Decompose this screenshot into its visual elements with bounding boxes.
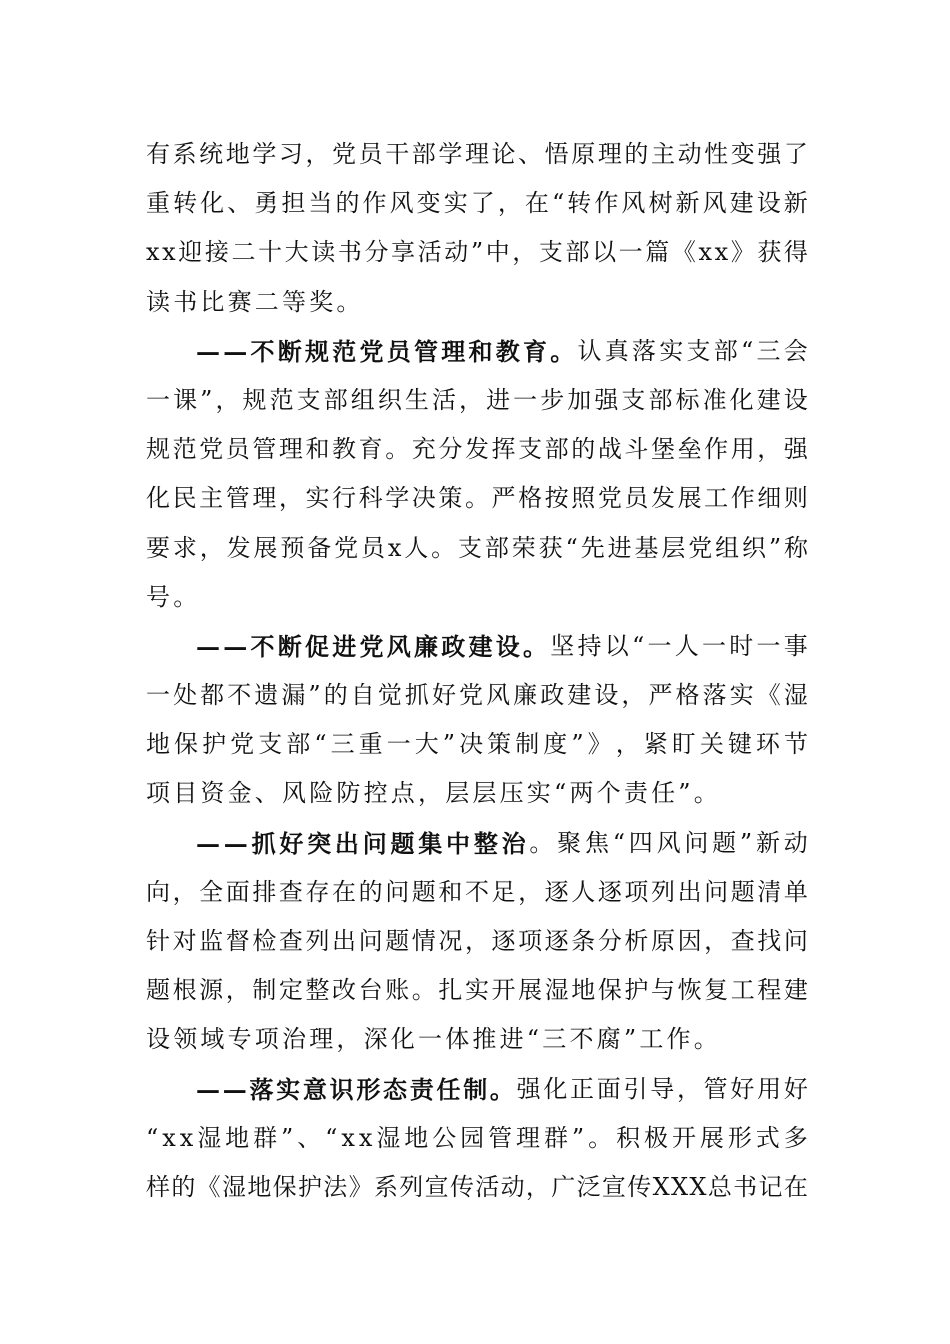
text-line: 针 对 监 督 检 查 列 出 问 题 情 况 ， 逐 项 逐 条 分 析 原 因 ， 查 找 问	[146, 927, 808, 955]
heading-line: — — 不 断 促 进 党 风 廉 政 建 设 。 坚 持 以 “ 一 人 一 时 一 事	[196, 631, 808, 661]
text-line: 号。	[146, 582, 201, 611]
text-line: 地 保 护 党 支 部 “ 三 重 一 大 ” 决 策 制 度 ” 》 ， 紧 盯 关 键 环 节	[146, 730, 808, 759]
paragraph-3	[146, 622, 808, 819]
text-line: 一 处 都 不 遗 漏 ” 的 自 觉 抓 好 党 风 廉 政 建 设 ， 严 格 落 实 《 湿	[146, 681, 808, 710]
text-line: 有 系 统 地 学 习 ， 党 员 干 部 学 理 论 、 悟 原 理 的 主 动 性 变 强 了	[146, 140, 808, 168]
text-line: 重 转 化 、 勇 担 当 的 作 风 变 实 了 ， 在 “ 转 作 风 树 新 风 建 设 新	[146, 189, 808, 218]
text-line: “ x x 湿 地 群 ” 、 “ x x 湿 地 公 园 管 理 群 ” 。 积 极 开 展 形 式 多	[146, 1123, 808, 1152]
paragraph-1	[146, 130, 808, 327]
heading-line: — — 落 实 意 识 形 态 责 任 制 。 强 化 正 面 引 导 ， 管 好 用 好	[196, 1074, 808, 1104]
text-line: 一 课 ” ， 规 范 支 部 组 织 生 活 ， 进 一 步 加 强 支 部 标 准 化 建 设	[146, 385, 808, 414]
paragraph-2	[146, 327, 808, 622]
text-line: 样 的 《 湿 地 保 护 法 》 系 列 宣 传 活 动 ， 广 泛 宣 传 X X X 总 书 记 在	[146, 1172, 808, 1201]
text-line: 题 根 源 ， 制 定 整 改 台 账 。 扎 实 开 展 湿 地 保 护 与 恢 复 工 程 建	[146, 976, 808, 1005]
text-line: 设领域专项治理，深化一体推进“三不腐”工作。	[146, 1025, 721, 1054]
heading-line: — — 抓 好 突 出 问 题 集 中 整 治 。 聚 焦 “ 四 风 问 题 ” 新 动	[196, 828, 808, 858]
text-line: 向 ， 全 面 排 查 存 在 的 问 题 和 不 足 ， 逐 人 逐 项 列 出 问 题 清 单	[146, 877, 808, 906]
document-page	[146, 130, 808, 1212]
text-line: 要 求 ， 发 展 预 备 党 员 x 人 。 支 部 荣 获 “ 先 进 基 层 党 组 织 ” 称	[146, 533, 808, 562]
text-line: x x 迎 接 二 十 大 读 书 分 享 活 动 ” 中 ， 支 部 以 一 篇 《 x x 》 获 得	[146, 238, 808, 267]
text-line: 项目资金、风险防控点，层层压实“两个责任”。	[146, 779, 721, 808]
text-line: 读书比赛二等奖。	[146, 287, 364, 316]
heading-line: — — 不 断 规 范 党 员 管 理 和 教 育 。 认 真 落 实 支 部 “ 三 会	[196, 336, 808, 366]
paragraph-5	[146, 1065, 808, 1213]
paragraph-4	[146, 819, 808, 1065]
text-line: 化 民 主 管 理 ， 实 行 科 学 决 策 。 严 格 按 照 党 员 发 展 工 作 细 则	[146, 484, 808, 513]
text-line: 规 范 党 员 管 理 和 教 育 。 充 分 发 挥 支 部 的 战 斗 堡 垒 作 用 ， 强	[146, 435, 808, 464]
